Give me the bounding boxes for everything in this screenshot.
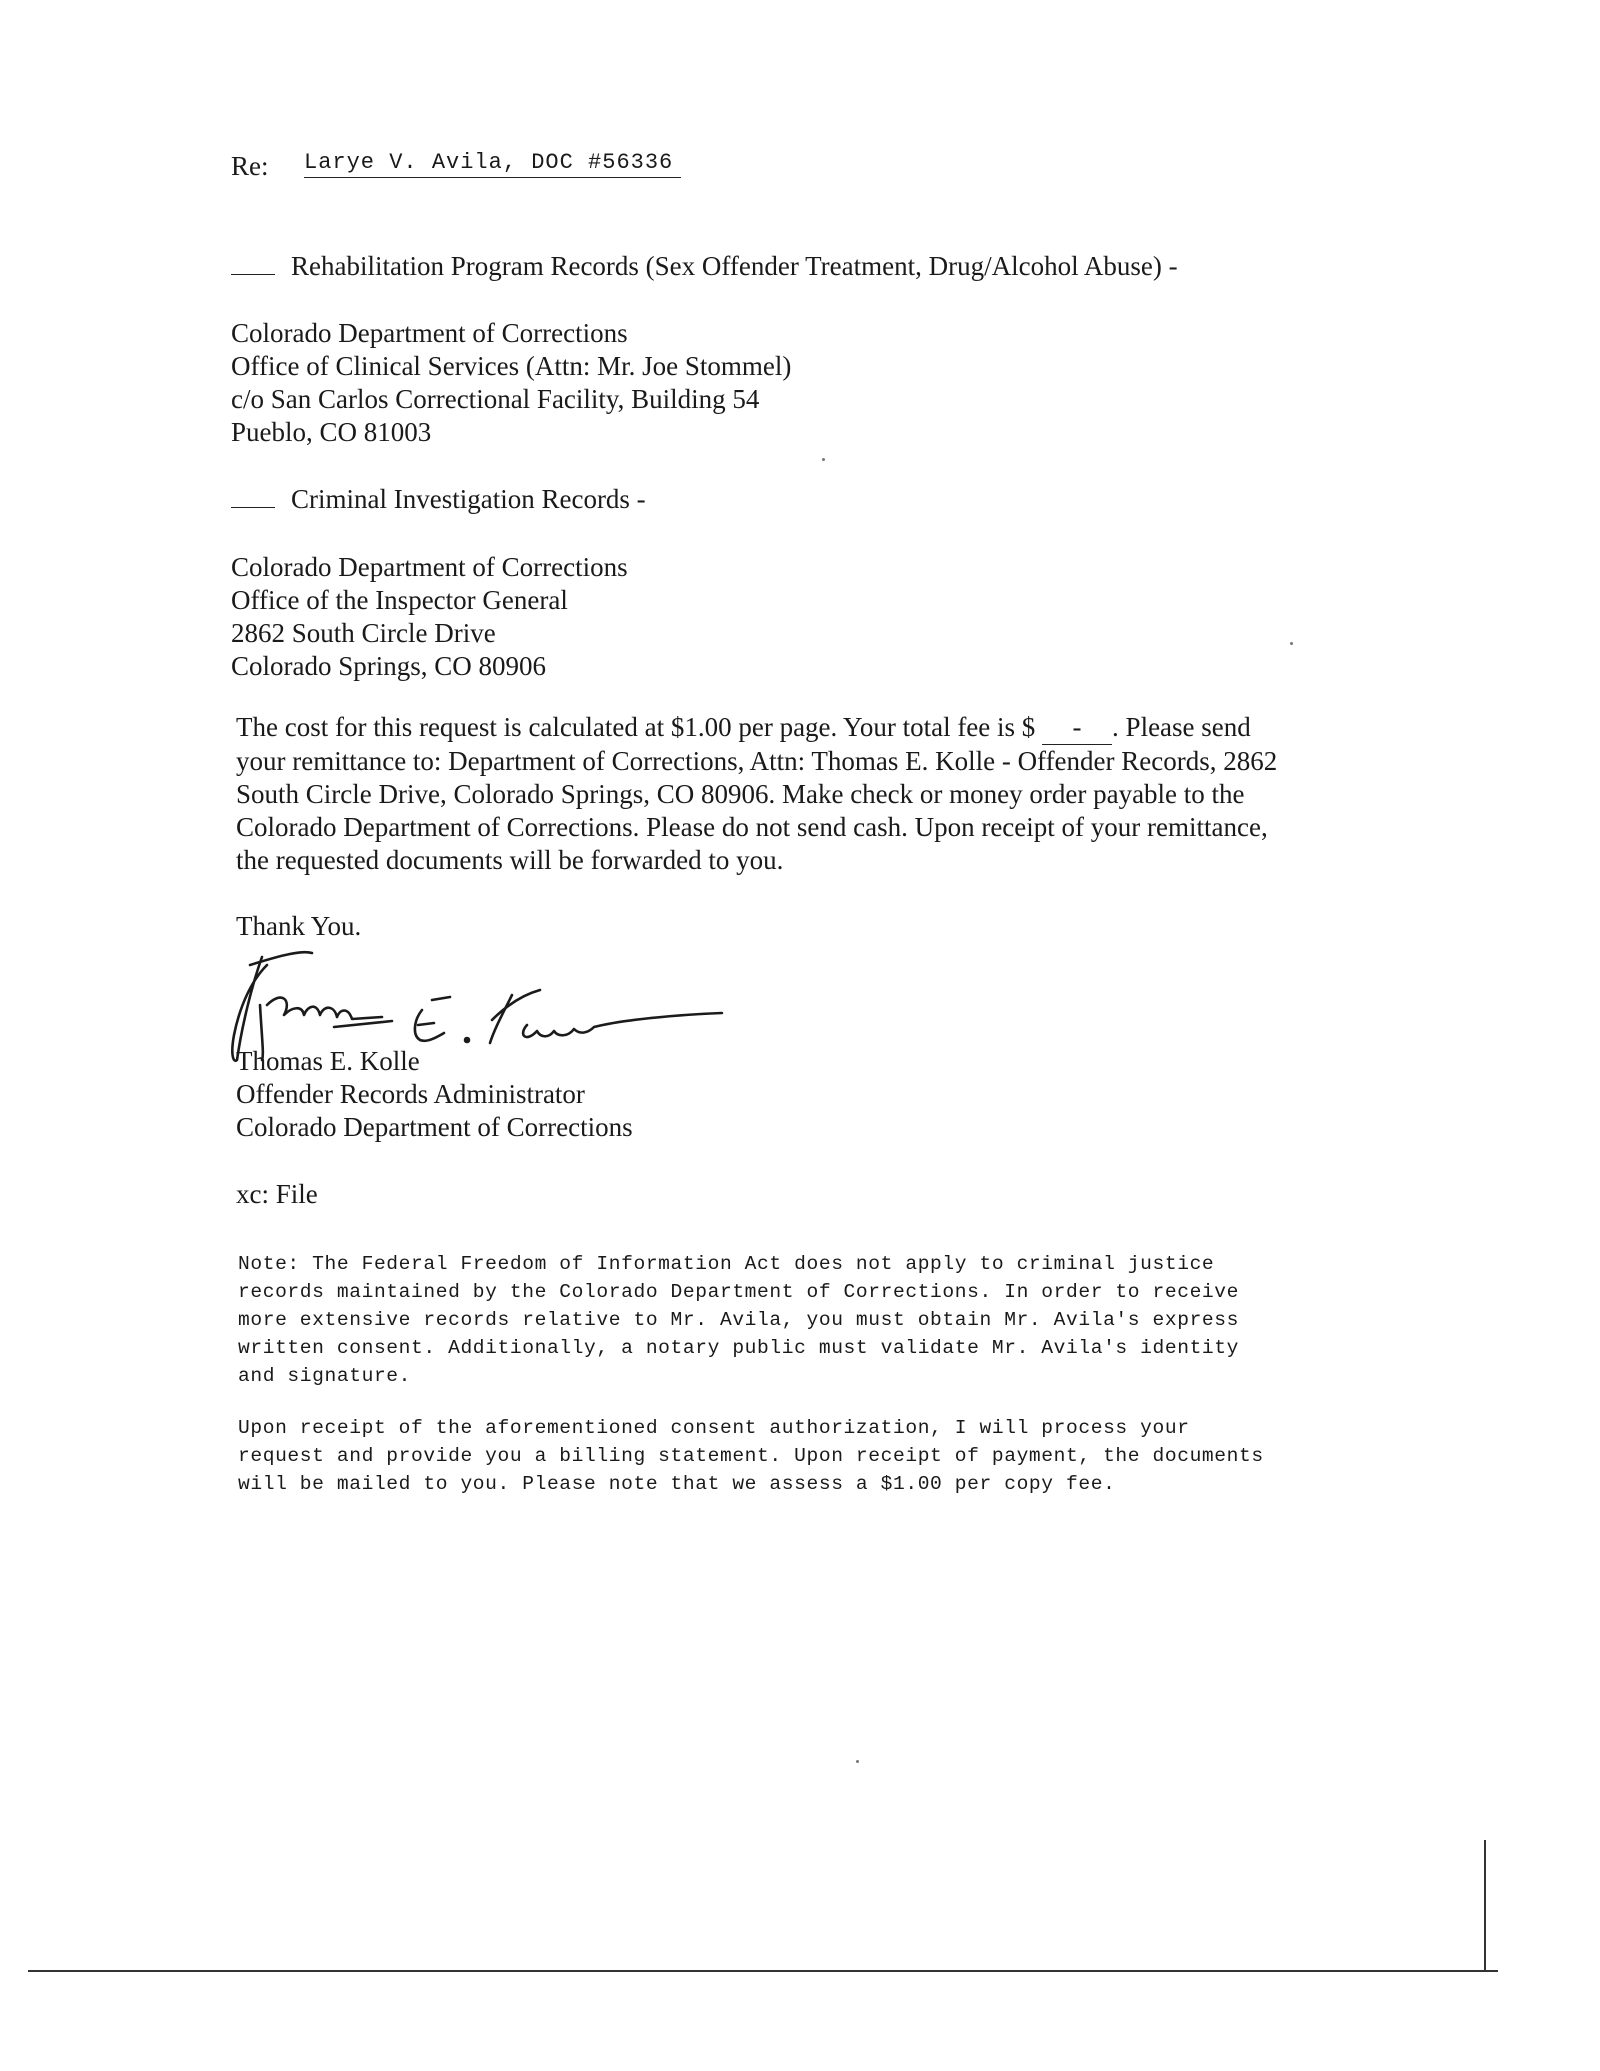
address-line: c/o San Carlos Correctional Facility, Building 54 [231,384,760,414]
rehab-records-option [231,250,1178,283]
scan-speck [1290,642,1293,645]
re-subject-value: Larye V. Avila, DOC #56336 [304,150,681,178]
note-line: will be mailed to you. Please note that we assess a $1.00 per copy fee. [238,1473,1116,1495]
note-line: written consent. Additionally, a notary public must validate Mr. Avila's identity [238,1337,1240,1359]
signer-organization: Colorado Department of Corrections [236,1112,633,1142]
cost-line-5: the requested documents will be forwarded to you. [236,845,784,875]
signer-name: Thomas E. Kolle [236,1046,420,1076]
consent-processing-note [238,1414,1264,1498]
cost-line-4: Colorado Department of Corrections. Please do not send cash. Upon receipt of your remittance, [236,812,1268,842]
scan-edge-mark [1484,1840,1486,1970]
note-line: and signature. [238,1365,412,1387]
note-line: Note: The Federal Freedom of Information Act does not apply to criminal justice [238,1253,1215,1275]
cost-line-2: your remittance to: Department of Corrections, Attn: Thomas E. Kolle - Offender Records, 2862 [236,746,1278,776]
address-line: Colorado Department of Corrections [231,552,628,582]
foia-note [238,1250,1239,1390]
note-line: more extensive records relative to Mr. Avila, you must obtain Mr. Avila's express [238,1309,1240,1331]
copy-to-file: xc: File [236,1179,318,1209]
address-line: Pueblo, CO 81003 [231,417,432,447]
address-line: Office of Clinical Services (Attn: Mr. Joe Stommel) [231,351,792,381]
closing-thanks: Thank You. [236,911,362,941]
cost-line-3: South Circle Drive, Colorado Springs, CO 80906. Make check or money order payable to the [236,779,1245,809]
cost-text: . Please send [1112,712,1251,742]
address-line: Colorado Department of Corrections [231,318,628,348]
address-line: Office of the Inspector General [231,585,568,615]
signer-block [236,1045,633,1144]
criminal-records-label: Criminal Investigation Records - [291,484,646,514]
cost-line-1 [236,711,1356,745]
criminal-checkbox-blank [231,485,275,508]
address-line: 2862 South Circle Drive [231,618,496,648]
bottom-rule-divider [28,1970,1498,1972]
clinical-services-address [231,317,791,449]
scan-speck [822,458,825,461]
rehab-records-label: Rehabilitation Program Records (Sex Offender Treatment, Drug/Alcohol Abuse) - [291,251,1178,281]
note-line: request and provide you a billing statement. Upon receipt of payment, the documents [238,1445,1264,1467]
cost-paragraph [236,711,1356,877]
address-line: Colorado Springs, CO 80906 [231,651,547,681]
cost-text: The cost for this request is calculated at $1.00 per page. Your total fee is $ [236,712,1036,742]
re-label: Re: [231,151,269,181]
inspector-general-address [231,551,628,683]
rehab-checkbox-blank [231,252,275,275]
note-line: records maintained by the Colorado Department of Corrections. In order to receive [238,1281,1240,1303]
scan-speck [856,1760,859,1763]
fee-value: - [1042,711,1112,745]
signer-title: Offender Records Administrator [236,1079,585,1109]
note-line: Upon receipt of the aforementioned consent authorization, I will process your [238,1417,1190,1439]
criminal-records-option [231,483,646,516]
